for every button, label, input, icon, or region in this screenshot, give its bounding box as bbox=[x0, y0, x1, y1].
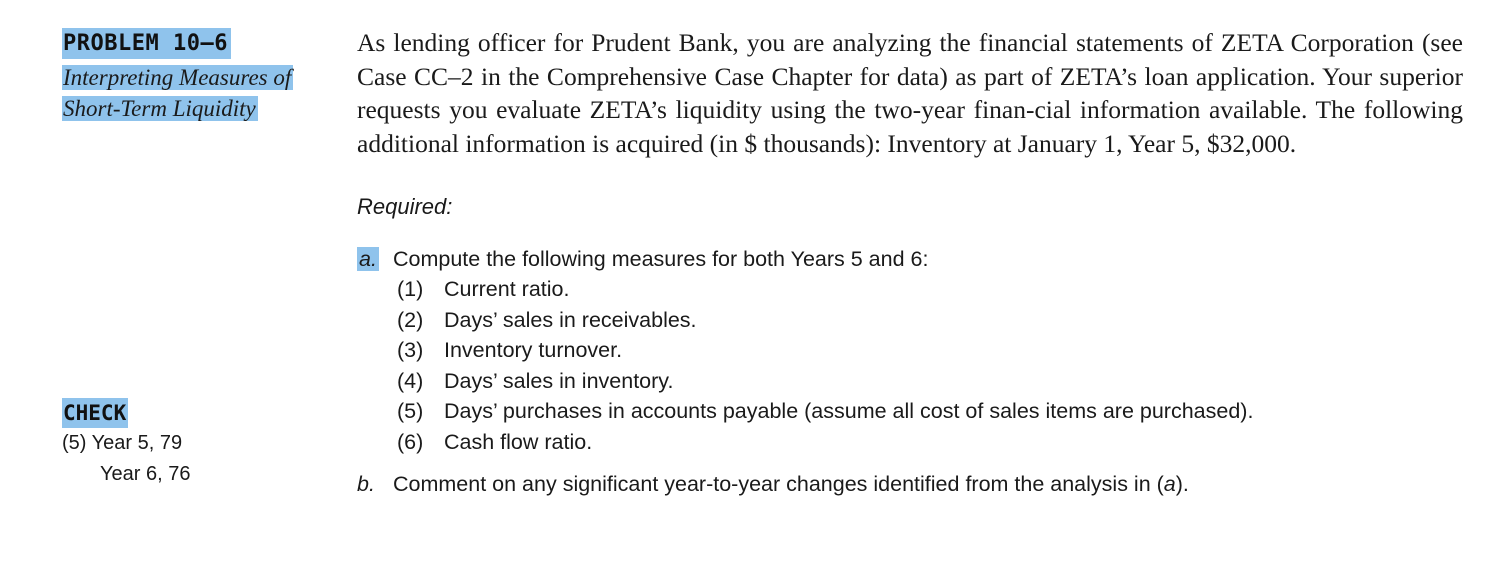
problem-body bbox=[357, 26, 1463, 499]
problem-sidebar bbox=[62, 28, 312, 124]
problem-title bbox=[62, 62, 312, 124]
item-b-text bbox=[393, 469, 1189, 499]
item-b-text-ref: a bbox=[1163, 472, 1176, 496]
measure-item bbox=[397, 335, 1463, 366]
measure-number: (3) bbox=[397, 338, 424, 362]
measure-item bbox=[397, 305, 1463, 336]
measure-text: Inventory turnover. bbox=[444, 338, 623, 362]
item-b-text-before: Comment on any significant year-to-year changes identified from the analysis in ( bbox=[393, 472, 1164, 496]
item-b-letter: b. bbox=[357, 472, 375, 496]
measure-text: Current ratio. bbox=[444, 277, 570, 301]
required-heading: Required: bbox=[357, 194, 453, 219]
item-a bbox=[357, 244, 1463, 274]
measure-item bbox=[397, 396, 1463, 427]
check-label: CHECK bbox=[62, 398, 128, 428]
item-b bbox=[357, 469, 1463, 499]
measure-number: (4) bbox=[397, 368, 424, 393]
problem-intro-paragraph: As lending officer for Prudent Bank, you are analyzing the financial statements of ZETA Corporation (see Case CC–2 in the Comprehensive Case Chapter for data) as part of ZETA’s loan application. Your superior requests you evaluate ZETA’s liquidity using the two-year finan-cial information available. The following additional information is acquired (in $ thousands): Inventory at January 1, Year 5, $32,000. bbox=[357, 28, 1463, 158]
measure-item bbox=[397, 427, 1463, 458]
measure-item bbox=[397, 366, 1463, 397]
check-block bbox=[62, 398, 312, 490]
measure-number: (1) bbox=[397, 277, 424, 301]
measure-number: (2) bbox=[397, 307, 424, 332]
measure-text: Days’ purchases in accounts payable (assume all cost of sales items are purchased). bbox=[444, 399, 1254, 423]
measure-item bbox=[397, 274, 1463, 305]
measure-number: (6) bbox=[397, 429, 424, 454]
problem-title-line-2: Short-Term Liquidity bbox=[63, 96, 256, 121]
measures-list bbox=[397, 274, 1463, 457]
check-line-2: Year 6, 76 bbox=[100, 463, 191, 485]
item-a-text: Compute the following measures for both Years 5 and 6: bbox=[393, 247, 929, 271]
item-a-letter: a. bbox=[359, 247, 377, 271]
item-b-text-after: ). bbox=[1175, 472, 1189, 496]
measure-text: Days’ sales in inventory. bbox=[444, 368, 674, 393]
measure-number: (5) bbox=[397, 399, 424, 423]
problem-title-line-1: Interpreting Measures of bbox=[63, 65, 292, 90]
check-line-1: (5) Year 5, 79 bbox=[62, 432, 183, 454]
measure-text: Cash flow ratio. bbox=[444, 429, 593, 454]
required-items bbox=[357, 244, 1463, 499]
problem-number-label: PROBLEM 10–6 bbox=[62, 28, 231, 59]
measure-text: Days’ sales in receivables. bbox=[444, 307, 697, 332]
